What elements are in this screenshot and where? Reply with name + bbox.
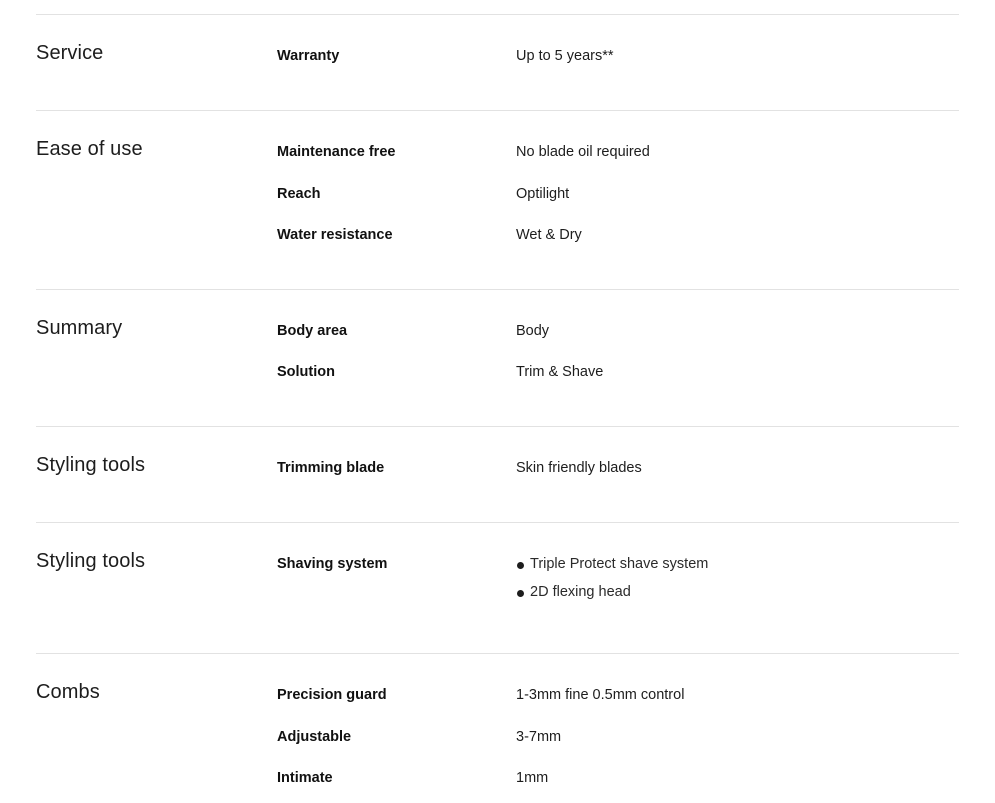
specifications-table (36, 14, 959, 786)
spec-value: 3-7mm (516, 729, 562, 745)
spec-value: 1-3mm fine 0.5mm control (516, 687, 685, 703)
bullet-item: Triple Protect shave system (516, 556, 708, 584)
spec-value: Body (516, 323, 550, 339)
spec-label: Trimming blade (277, 460, 385, 476)
group-title: Styling tools (36, 550, 146, 572)
spec-group-ease-of-use (36, 110, 959, 289)
spec-label: Body area (277, 323, 348, 339)
spec-group-styling-tools-shaving (36, 522, 959, 653)
spec-group-summary (36, 289, 959, 426)
spec-value: Optilight (516, 186, 570, 202)
group-title: Styling tools (36, 454, 146, 476)
spec-label: Solution (277, 364, 335, 380)
bullet-item: 2D flexing head (516, 584, 708, 612)
spec-value: 1mm (516, 770, 549, 786)
group-title: Service (36, 42, 104, 64)
spec-value: Trim & Shave (516, 364, 604, 380)
spec-row-warranty (36, 48, 959, 70)
spec-label: Reach (277, 186, 321, 202)
spec-value: Skin friendly blades (516, 460, 642, 476)
spec-row-maintenance (36, 144, 959, 166)
spec-value: Wet & Dry (516, 227, 582, 243)
group-title: Ease of use (36, 138, 143, 160)
spec-row-intimate (36, 770, 959, 792)
spec-row-shaving-system (36, 556, 959, 616)
spec-row-solution (36, 364, 959, 386)
group-title: Combs (36, 681, 100, 703)
spec-label: Shaving system (277, 556, 388, 572)
spec-label: Warranty (277, 48, 340, 64)
spec-label: Water resistance (277, 227, 393, 243)
spec-row-water-resistance (36, 227, 959, 249)
spec-row-adjustable (36, 729, 959, 751)
group-title: Summary (36, 317, 123, 339)
spec-label: Adjustable (277, 729, 352, 745)
spec-label: Precision guard (277, 687, 387, 703)
spec-row-precision-guard (36, 687, 959, 709)
spec-row-body-area (36, 323, 959, 345)
spec-group-combs (36, 653, 959, 803)
spec-value: No blade oil required (516, 144, 650, 160)
spec-label: Maintenance free (277, 144, 396, 160)
spec-label: Intimate (277, 770, 333, 786)
spec-row-reach (36, 186, 959, 208)
spec-group-service (36, 14, 959, 110)
spec-value: Up to 5 years** (516, 48, 614, 64)
spec-row-trimming-blade (36, 460, 959, 482)
spec-group-styling-tools (36, 426, 959, 522)
bullet-list (516, 556, 708, 612)
